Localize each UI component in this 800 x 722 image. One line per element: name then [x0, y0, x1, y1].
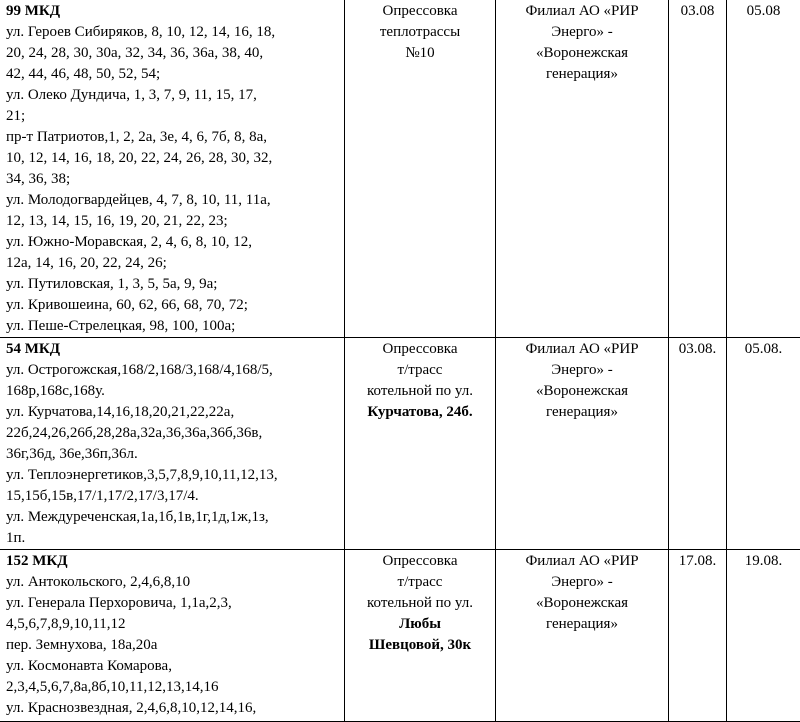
address-line: ул. Пеше-Стрелецкая, 98, 100, 100а; [6, 316, 341, 337]
address-line: 20, 24, 28, 30, 30а, 32, 34, 36, 36а, 38, 40, [6, 43, 341, 64]
end-date-cell [727, 0, 800, 338]
executor-line: генерация» [500, 614, 664, 635]
building-count: 152 МКД [6, 551, 341, 572]
building-count: 99 МКД [6, 1, 341, 22]
boiler-address: Любы Шевцовой, 30к [349, 614, 491, 656]
work-type-line: т/трасс [349, 360, 491, 381]
address-line: 10, 12, 14, 16, 18, 20, 22, 24, 26, 28, 30, 32, [6, 148, 341, 169]
executor-cell [496, 550, 669, 722]
address-line: ул. Краснозвездная, 2,4,6,8,10,12,14,16, [6, 698, 341, 719]
address-line: пер. Земнухова, 18а,20а [6, 635, 341, 656]
address-line: 22б,24,26,26б,28,28а,32а,36,36а,36б,36в, [6, 423, 341, 444]
address-line: 15,15б,15в,17/1,17/2,17/3,17/4. [6, 486, 341, 507]
address-line: ул. Космонавта Комарова, [6, 656, 341, 677]
end-date: 19.08. [729, 551, 798, 572]
work-type-line: Опрессовка [349, 551, 491, 572]
start-date-cell [669, 550, 727, 722]
address-line: ул. Южно-Моравская, 2, 4, 6, 8, 10, 12, [6, 232, 341, 253]
address-line: 12а, 14, 16, 20, 22, 24, 26; [6, 253, 341, 274]
address-line: ул. Теплоэнергетиков,3,5,7,8,9,10,11,12,13, [6, 465, 341, 486]
address-line: ул. Путиловская, 1, 3, 5, 5а, 9, 9а; [6, 274, 341, 295]
executor-line: генерация» [500, 402, 664, 423]
address-line: 1п. [6, 528, 341, 549]
address-line: 36г,36д, 36е,36п,36л. [6, 444, 341, 465]
address-line: ул. Курчатова,14,16,18,20,21,22,22а, [6, 402, 341, 423]
start-date: 03.08. [671, 339, 724, 360]
address-cell [0, 0, 345, 338]
table-row [0, 338, 800, 550]
end-date: 05.08. [729, 339, 798, 360]
executor-line: «Воронежская [500, 43, 664, 64]
executor-line: Филиал АО «РИР [500, 551, 664, 572]
address-line: ул. Героев Сибиряков, 8, 10, 12, 14, 16, 18, [6, 22, 341, 43]
end-date-cell [727, 338, 800, 550]
work-type-line: котельной по ул. [349, 593, 491, 614]
address-line: ул. Острогожская,168/2,168/3,168/4,168/5, [6, 360, 341, 381]
start-date-cell [669, 0, 727, 338]
executor-line: Энерго» - [500, 572, 664, 593]
address-line: ул. Олеко Дундича, 1, 3, 7, 9, 11, 15, 17, [6, 85, 341, 106]
end-date: 05.08 [729, 1, 798, 22]
work-type-cell [345, 338, 496, 550]
executor-cell [496, 338, 669, 550]
address-line: пр-т Патриотов,1, 2, 2а, 3е, 4, 6, 7б, 8, 8а, [6, 127, 341, 148]
executor-line: Филиал АО «РИР [500, 339, 664, 360]
address-line: 21; [6, 106, 341, 127]
address-line: 12, 13, 14, 15, 16, 19, 20, 21, 22, 23; [6, 211, 341, 232]
end-date-cell [727, 550, 800, 722]
table-row [0, 0, 800, 338]
work-type-line: Опрессовка [349, 1, 491, 22]
building-count: 54 МКД [6, 339, 341, 360]
address-line: 168р,168с,168у. [6, 381, 341, 402]
work-type-line: №10 [349, 43, 491, 64]
boiler-address: Курчатова, 24б. [349, 402, 491, 423]
address-line: 42, 44, 46, 48, 50, 52, 54; [6, 64, 341, 85]
executor-line: генерация» [500, 64, 664, 85]
address-line: 34, 36, 38; [6, 169, 341, 190]
executor-line: «Воронежская [500, 381, 664, 402]
start-date: 03.08 [671, 1, 724, 22]
address-line: ул. Генерала Перхоровича, 1,1а,2,3, [6, 593, 341, 614]
address-line: 2,3,4,5,6,7,8а,8б,10,11,12,13,14,16 [6, 677, 341, 698]
executor-line: Энерго» - [500, 360, 664, 381]
address-line: ул. Молодогвардейцев, 4, 7, 8, 10, 11, 11а, [6, 190, 341, 211]
work-type-cell [345, 0, 496, 338]
start-date-cell [669, 338, 727, 550]
start-date: 17.08. [671, 551, 724, 572]
work-type-line: котельной по ул. [349, 381, 491, 402]
address-cell [0, 550, 345, 722]
executor-line: Филиал АО «РИР [500, 1, 664, 22]
work-type-line: Опрессовка [349, 339, 491, 360]
work-type-line: теплотрассы [349, 22, 491, 43]
address-line: ул. Антокольского, 2,4,6,8,10 [6, 572, 341, 593]
table-row [0, 550, 800, 722]
executor-line: Энерго» - [500, 22, 664, 43]
executor-cell [496, 0, 669, 338]
executor-line: «Воронежская [500, 593, 664, 614]
address-line: 4,5,6,7,8,9,10,11,12 [6, 614, 341, 635]
work-type-line: т/трасс [349, 572, 491, 593]
work-type-cell [345, 550, 496, 722]
address-cell [0, 338, 345, 550]
address-line: ул. Междуреченская,1а,1б,1в,1г,1д,1ж,1з, [6, 507, 341, 528]
address-line: ул. Кривошеина, 60, 62, 66, 68, 70, 72; [6, 295, 341, 316]
